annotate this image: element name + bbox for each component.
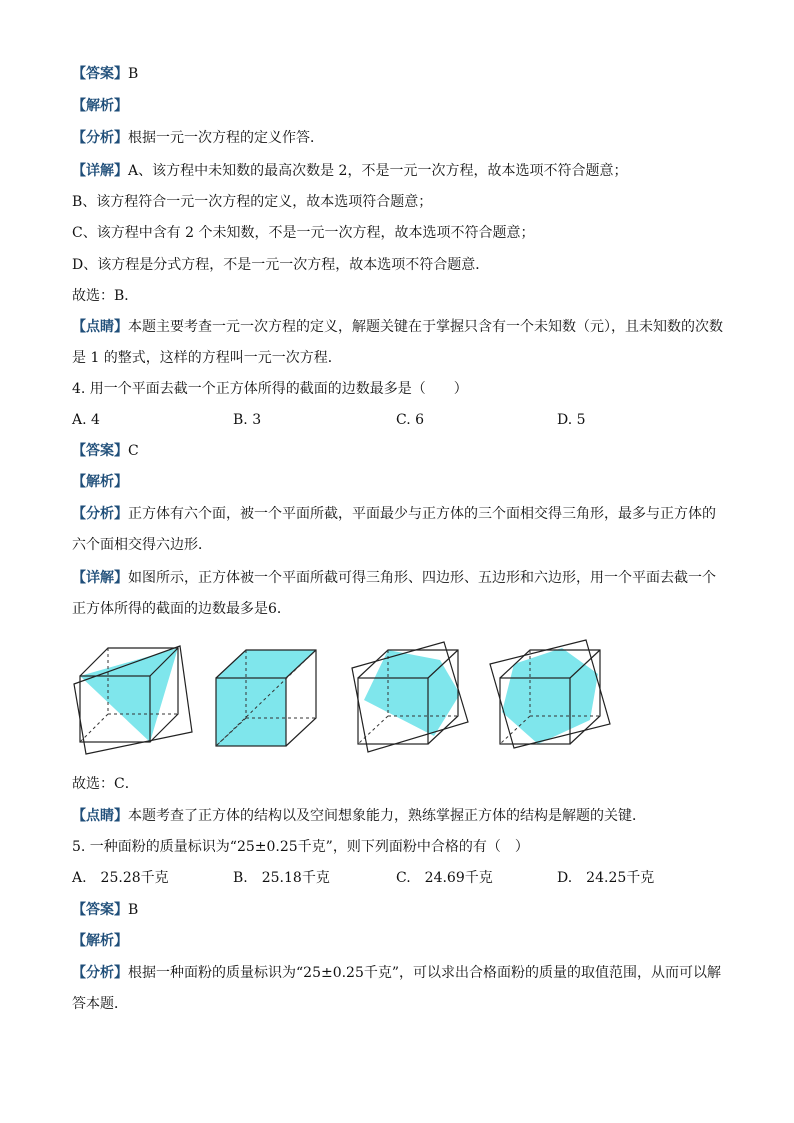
q4-option-c: C. 6 <box>396 412 425 428</box>
q4-answer-line <box>72 441 722 461</box>
analysis-tag: 【分析】 <box>72 506 128 522</box>
q5-option-d: D. 24.25千克 <box>557 870 655 886</box>
jiexi-tag: 【解析】 <box>72 98 128 114</box>
q4-jiexi-line <box>72 472 722 492</box>
dianjing-tag: 【点睛】 <box>72 319 128 335</box>
q4-option-b: B. 3 <box>233 412 262 428</box>
detail-text-1: 如图所示，正方体被一个平面所截可得三角形、四边形、五边形和六边形，用一个平面去截一个 <box>128 570 716 586</box>
q4-detail-2: 正方体所得的截面的边数最多是6． <box>72 601 291 617</box>
q4-dianjing <box>72 806 722 826</box>
q5-option-a: A. 25.28千克 <box>72 870 169 886</box>
q5-jiexi-line <box>72 931 722 951</box>
answer-value: C <box>128 443 139 459</box>
q4-choice: 故选：C． <box>72 776 139 792</box>
cube-pentagon-section-figure <box>348 638 472 758</box>
q3-detail-a <box>72 161 722 181</box>
detail-text-a: A、该方程中未知数的最高次数是 2，不是一元一次方程，故本选项不符合题意； <box>128 163 628 179</box>
dianjing-tag: 【点睛】 <box>72 808 128 824</box>
q4-stem: 4. 用一个平面去截一个正方体所得的截面的边数最多是（ ） <box>72 381 468 397</box>
cube-hexagon-section-figure <box>488 638 612 758</box>
q3-jiexi-line <box>72 96 722 116</box>
answer-tag: 【答案】 <box>72 443 128 459</box>
q3-detail-d: D、该方程是分式方程，不是一元一次方程，故本选项不符合题意． <box>72 257 490 273</box>
dianjing-text-1: 本题主要考查一元一次方程的定义，解题关键在于掌握只含有一个未知数（元），且未知数的次数 <box>128 319 723 335</box>
q3-analysis-line <box>72 128 722 148</box>
cube-triangle-section-figure <box>72 638 196 758</box>
pentagon-section <box>364 650 460 736</box>
q5-answer-line <box>72 900 722 920</box>
analysis-text-1: 根据一种面粉的质量标识为“25±0.25千克”，可以求出合格面粉的质量的取值范围，从而可以解 <box>128 965 722 981</box>
q5-analysis-1 <box>72 963 722 983</box>
q4-option-a: A. 4 <box>72 412 100 428</box>
answer-tag: 【答案】 <box>72 902 128 918</box>
q3-dianjing-1 <box>72 317 722 337</box>
analysis-tag: 【分析】 <box>72 965 128 981</box>
q5-analysis-2: 答本题． <box>72 996 128 1012</box>
jiexi-tag: 【解析】 <box>72 933 128 949</box>
q3-detail-b: B、该方程符合一元一次方程的定义，故本选项符合题意； <box>72 194 433 210</box>
q5-stem: 5. 一种面粉的质量标识为“25±0.25千克”，则下列面粉中合格的有（ ） <box>72 839 529 855</box>
answer-tag: 【答案】 <box>72 66 128 82</box>
detail-tag: 【详解】 <box>72 163 128 179</box>
q4-detail-1 <box>72 568 722 588</box>
jiexi-tag: 【解析】 <box>72 474 128 490</box>
q3-choice: 故选：B． <box>72 288 139 304</box>
analysis-text-1: 正方体有六个面，被一个平面所截，平面最少与正方体的三个面相交得三角形，最多与正方体的 <box>128 506 716 522</box>
cube-quadrilateral-section-figure <box>212 638 336 758</box>
q3-dianjing-2: 是 1 的整式，这样的方程叫一元一次方程． <box>72 350 342 366</box>
detail-tag: 【详解】 <box>72 570 128 586</box>
answer-value: B <box>128 66 139 82</box>
q4-analysis-2: 六个面相交得六边形． <box>72 537 212 553</box>
analysis-tag: 【分析】 <box>72 130 128 146</box>
q4-analysis-1 <box>72 504 722 524</box>
q5-option-c: C. 24.69千克 <box>396 870 493 886</box>
analysis-text: 根据一元一次方程的定义作答． <box>128 130 324 146</box>
dianjing-text: 本题考查了正方体的结构以及空间想象能力，熟练掌握正方体的结构是解题的关键． <box>128 808 646 824</box>
q3-detail-c: C、该方程中含有 2 个未知数，不是一元一次方程，故本选项不符合题意； <box>72 225 535 241</box>
answer-value: B <box>128 902 139 918</box>
q4-option-d: D. 5 <box>557 412 586 428</box>
q5-option-b: B. 25.18千克 <box>233 870 330 886</box>
q3-answer-line <box>72 64 722 84</box>
